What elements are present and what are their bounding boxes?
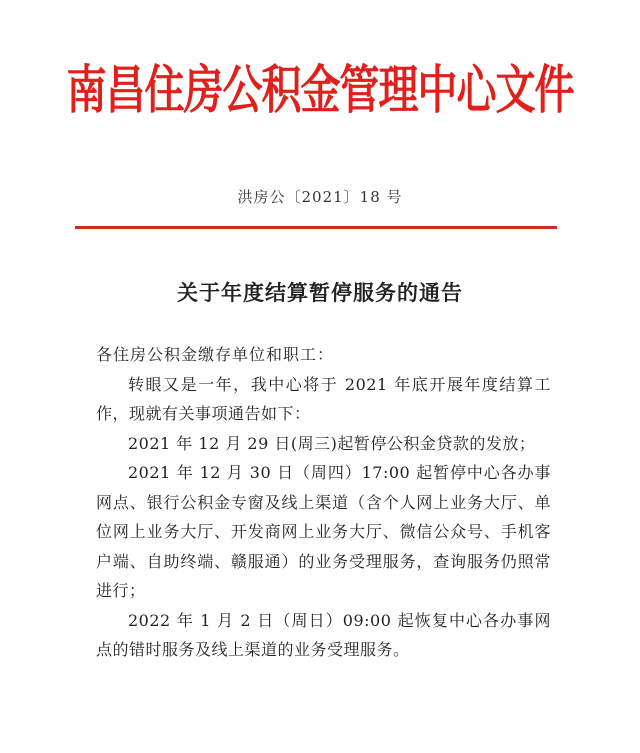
paragraph-service-suspension: 2021 年 12 月 30 日（周四）17:00 起暂停中心各办事网点、银行公积金专窗及线上渠道（含个人网上业务大厅、单位网上业务大厅、开发商网上业务大厅、微信公众号、手机客户端、自助终端、赣服通）的业务受理服务，查询服务仍照常进行；	[96, 463, 551, 600]
document-header: 南昌住房公积金管理中心文件	[66, 59, 574, 121]
salutation: 各住房公积金缴存单位和职工：	[96, 345, 335, 364]
notice-body	[96, 340, 551, 665]
notice-title: 关于年度结算暂停服务的通告	[177, 281, 463, 305]
paragraph-loan-suspension: 2021 年 12 月 29 日(周三)起暂停公积金贷款的发放；	[128, 433, 536, 453]
paragraph-service-resumption: 2022 年 1 月 2 日（周日）09:00 起恢复中心各办事网点的错时服务及线上渠道的业务受理服务。	[96, 610, 551, 659]
document-number: 洪房公〔2021〕18 号	[237, 188, 403, 206]
paragraph-intro: 转眼又是一年，我中心将于 2021 年底开展年度结算工作，现就有关事项通告如下：	[96, 374, 551, 423]
red-divider-line	[75, 226, 557, 229]
